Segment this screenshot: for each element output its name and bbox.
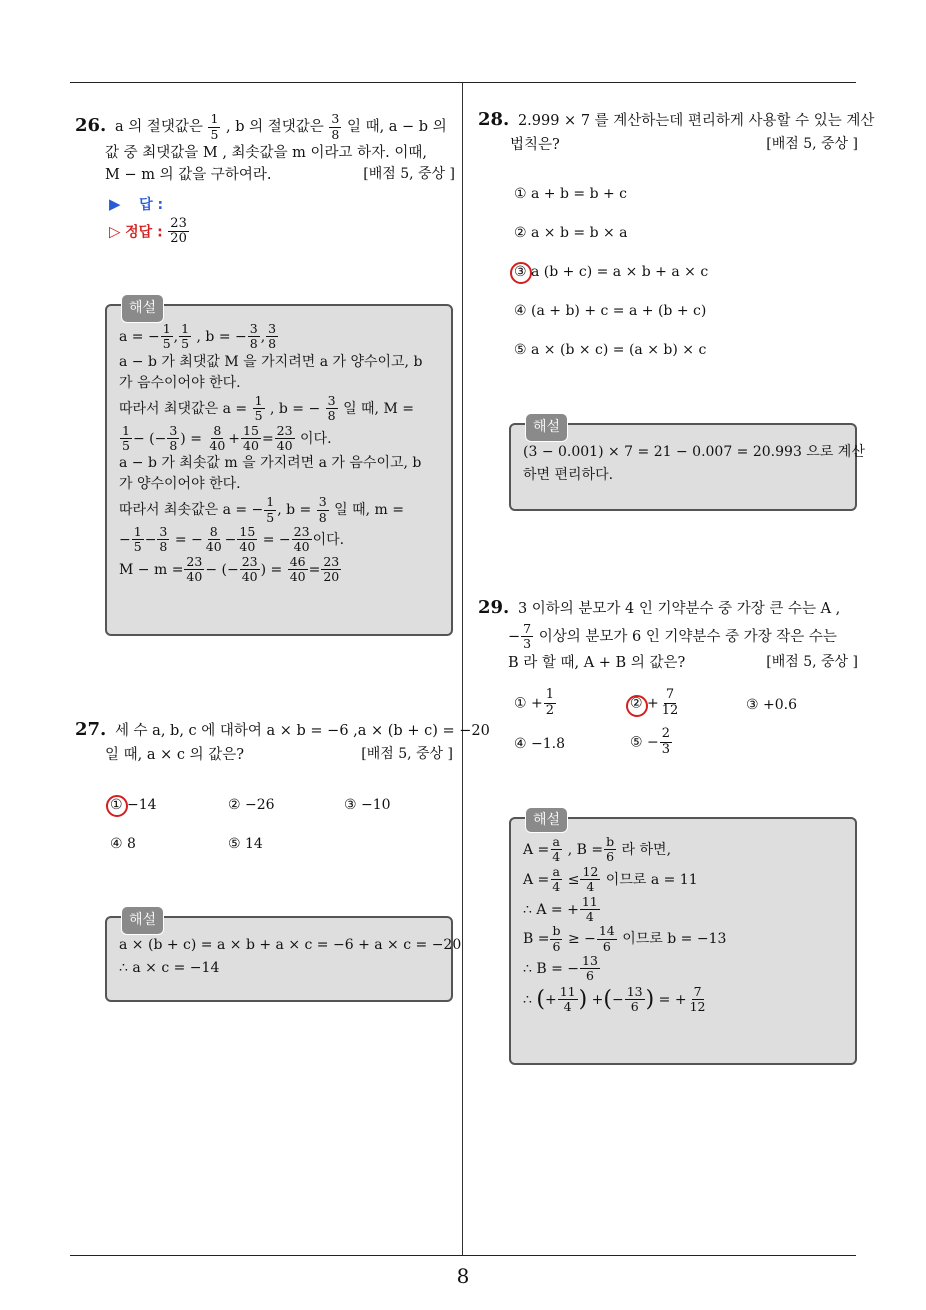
question-number: 29. [478, 597, 510, 618]
explanation-tab: 해설 [525, 413, 568, 442]
option-4[interactable]: ④ (a + b) + c = a + (b + c) [514, 303, 707, 319]
page-number: 8 [456, 1264, 470, 1288]
outline-triangle-icon: ▷ [109, 221, 121, 240]
question-text: 일 때, a − b 의 [346, 119, 447, 135]
option-5[interactable]: ⑤ a × (b × c) = (a × b) × c [514, 342, 707, 358]
option-1[interactable]: ① + $\frac{1}{2}$ [514, 687, 555, 718]
play-triangle-icon: ▶ [109, 194, 121, 213]
bottom-rule [70, 1255, 856, 1256]
option-5[interactable]: ⑤ − $\frac{2}{3}$ [630, 726, 671, 757]
explanation-box-26 [105, 300, 453, 636]
question-text: M − m 의 값을 구하여라. [105, 167, 272, 184]
fraction: $\frac{7}{3}$ [523, 620, 532, 652]
top-rule [70, 82, 856, 83]
explanation-box-28 [509, 419, 865, 511]
question-number: 28. [478, 109, 510, 130]
difficulty-meta: [배점 5, 중상 ] [766, 135, 858, 152]
question-text: 3 이하의 분모가 4 인 기약분수 중 가장 큰 수는 A , [517, 601, 841, 617]
correct-answer-label: 정답 : [125, 223, 163, 240]
question-text: , b 의 절댓값은 [226, 119, 324, 135]
question-text: 일 때, a × c 의 값은? [105, 746, 244, 763]
explanation-box-27 [105, 912, 462, 1002]
question-text: 2.999 × 7 를 계산하는데 편리하게 사용할 수 있는 계산 [517, 113, 875, 129]
explanation-line: (3 − 0.001) × 7 = 21 − 0.007 = 20.993 으로 계산 [523, 444, 865, 460]
question-number: 27. [75, 719, 107, 740]
question-text: 세 수 a, b, c 에 대하여 a × b = −6 ,a × (b + c) = −20 [114, 723, 490, 739]
option-1[interactable]: ① a + b = b + c [514, 186, 628, 202]
question-26 [75, 112, 455, 247]
explanation-line: ∴ a × c = −14 [119, 960, 220, 977]
option-2[interactable]: ② a × b = b × a [514, 225, 628, 241]
explanation-box-29: 해설 A = $\frac{a}{4}$ , B = $\frac{b}{6}$ 라 하면, A = $\frac{a}{4}$ ≤ $\frac{12}{4}$ 이므로 a = 11 ∴ A = + $\frac{11}{4}$ B = $\frac{b}{6}$ ≥ − $\frac{14}{6}$ 이므로 b = −13 ∴ B = − $\frac{13}{6}$ ∴ (+ $\frac{11}{4}$ ) +(− $\frac{13}{6}$ ) = + $\frac{7}{12}$ [509, 817, 857, 1065]
column-divider [462, 83, 463, 1256]
difficulty-meta: [배점 5, 중상 ] [363, 166, 455, 183]
option-2[interactable]: ② −26 [228, 797, 275, 813]
option-3[interactable]: ③ +0.6 [746, 697, 797, 713]
question-28 [478, 106, 875, 156]
question-text: a 의 절댓값은 [114, 119, 203, 135]
difficulty-meta: [배점 5, 중상 ] [361, 745, 453, 762]
option-4[interactable]: ④ 8 [110, 836, 136, 852]
question-text: B 라 할 때, A + B 의 값은? [508, 654, 686, 671]
option-2[interactable]: ② + $\frac{7}{12}$ [630, 687, 679, 718]
question-number: 26. [75, 115, 107, 136]
question-29: 29. 3 이하의 분모가 4 인 기약분수 중 가장 큰 수는 A , − $\frac{7}{3}$ 이상의 분모가 6 인 기약분수 중 가장 작은 수는 B 라 할 때, A + B 의 값은? [배점 5, 중상 ] [478, 594, 858, 674]
fraction: $\frac{3}{8}$ [331, 111, 340, 142]
fraction: $\frac{1}{5}$ [210, 111, 219, 142]
explanation-body: a = − $\frac{1}{5}$ , $\frac{1}{5}$ , b = − $\frac{3}{8}$ , $\frac{3}{8}$ a − b 가 최댓값 M 을 가지려면 a 가 양수이고, b 가 음수이어야 한다. 따라서 최댓값은 a = $\frac{1}{5}$ , b = − $\frac{3}{8}$ 일 때, M = $\frac{1}{5}$ − (− $\frac{3}{8}$ ) = $\frac{8}{40}$ + $\frac{15}{40}$ = $\frac{23}{40}$ 이다. a − b 가 최솟값 m 을 가지려면 a 가 음수이고, b 가 양수이어야 한다. 따라서 최솟값은 a = − $\frac{1}{5}$ , b = $\frac{3}{8}$ 일 때, m = − $\frac{1}{5}$ − $\frac{3}{8}$ = − $\frac{8}{40}$ − $\frac{15}{40}$ = − $\frac{23}{40}$ 이다. M − m = $\frac{23}{40}$ − (− $\frac{23}{40}$ ) = $\frac{46}{40}$ = $\frac{23}{20}$ [119, 321, 423, 585]
explanation-tab: 해설 [525, 807, 568, 833]
question-text: 법칙은? [510, 136, 560, 153]
correct-answer-value: $\frac{23}{20}$ [170, 215, 187, 247]
question-27 [75, 716, 490, 766]
question-text: 이상의 분모가 6 인 기약분수 중 가장 작은 수는 [538, 628, 837, 645]
option-1[interactable]: ① −14 [110, 797, 157, 813]
answer-label: 답 : [139, 196, 164, 213]
explanation-tab: 해설 [121, 906, 164, 935]
difficulty-meta: [배점 5, 중상 ] [766, 653, 858, 670]
explanation-line: a × (b + c) = a × b + a × c = −6 + a × c = −20 [119, 937, 462, 953]
explanation-line: 하면 편리하다. [523, 467, 614, 484]
option-4[interactable]: ④ −1.8 [514, 736, 565, 752]
explanation-tab: 해설 [121, 294, 164, 323]
option-3[interactable]: ③ a (b + c) = a × b + a × c [514, 264, 709, 280]
option-3[interactable]: ③ −10 [344, 797, 391, 813]
option-5[interactable]: ⑤ 14 [228, 836, 263, 852]
question-text: 값 중 최댓값을 M , 최솟값을 m 이라고 하자. 이때, [105, 144, 428, 161]
